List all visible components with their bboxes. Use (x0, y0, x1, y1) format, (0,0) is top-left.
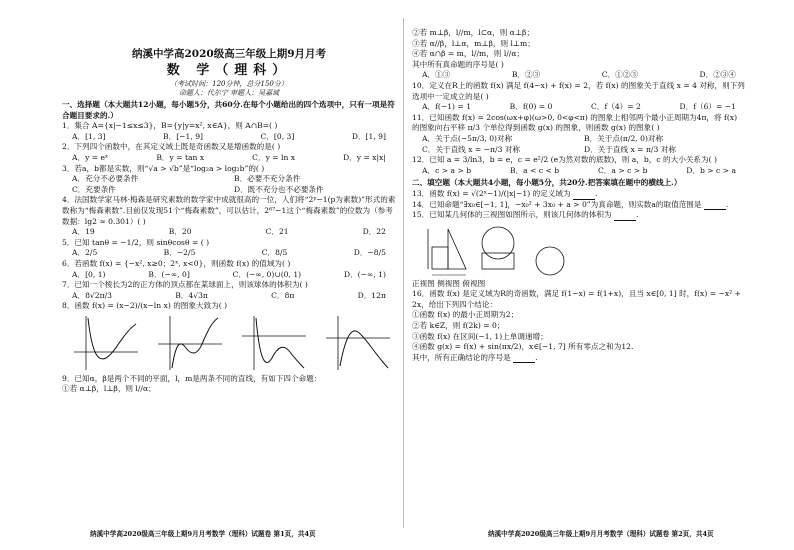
right-page (412, 28, 746, 363)
option: B．必要不充分条件 (234, 174, 301, 184)
question-10-options (412, 102, 746, 113)
question-6-options (62, 270, 396, 281)
three-view-figure (412, 221, 746, 279)
option: A．①③ (422, 70, 451, 80)
option: D．f（6）= −1 (679, 102, 736, 112)
question-16-statement-1: ①函数 f(x) 的最小正周期为2； (412, 310, 519, 320)
option: B．[−1, 9] (163, 131, 203, 141)
question-14: 14．已知命题“∃x₀∈[−1, 1]，−x₀² + 3x₀ + a > 0”为真命题，则实数a的取值范围是 . (412, 199, 729, 209)
option: A．关于点(−5π/3, 0)对称 (422, 133, 513, 143)
question-16: 其中，所有正确结论的序号是 . (412, 352, 538, 362)
footer-left: 纳溪中学高2020级高三年级上期9月月考数学（理科）试题卷 第1页，共4页 (90, 530, 316, 538)
question-9-options (412, 70, 746, 81)
answer-blank (704, 201, 726, 210)
option: C．[0, 3] (260, 131, 295, 141)
option: D．(−∞, 1) (344, 269, 386, 279)
question-9-statement-3: ③若 α//β，l⊥α，m⊥β，则 l⊥m； (412, 38, 535, 48)
graph-b (156, 314, 224, 372)
school-title: 纳溪中学高2020级高三年级上期9月月考 (131, 48, 327, 60)
question-11-options (412, 134, 746, 155)
option: C．8π (271, 290, 295, 300)
question-2-options (62, 153, 396, 164)
option: D．②③④ (699, 70, 736, 80)
page-divider (403, 18, 404, 528)
option: C．21 (265, 227, 289, 237)
front-view (426, 223, 470, 279)
option: B．4√3π (175, 290, 208, 300)
option: B．−2/5 (163, 248, 196, 258)
question-9-statement-1: ①若 α⊥β，l⊥β，则 l//α； (62, 384, 156, 394)
question-12: 12．已知 a = 3/ln3，b = e，c = e²/2 (e为然对数的底数)，则 a，b，c 的大小关系为( ) (412, 155, 717, 165)
option: D．既不充分也不必要条件 (234, 184, 324, 194)
question-9-statement-4: ④若 α∩β = m，l//m，则 l//α； (412, 49, 525, 59)
question-16-intro: 16．函数 f(x) 是定义域为R的奇函数，满足 f(1−x) = f(1+x)，且当 x∈[0, 1] 时，f(x) = −x² + 2x，给出下列四个结论： (412, 289, 741, 309)
option: C．8/5 (261, 248, 288, 258)
question-8: 8．函数 f(x) = (x−2)/(x−ln x) 的图象大致为( ) (62, 301, 228, 311)
section-fill-heading: 二、填空题（本大题共4小题，每小题5分，共20分.把答案填在题中的横线上.） (412, 178, 682, 188)
footer-right: 纳溪中学高2020级高三年级上期9月月考数学（理科）试题卷 第2页，共4页 (488, 530, 714, 538)
question-4: 4．法国数学家马林·梅森是研究素数的数学家中成就很高的一位，人们将“2ᵖ−1(p为素数)”形式的素数称为“梅森素数”.目前仅发现51个“梅森素数”，可以估计，2⁶⁷−1这个“梅森素数”的位数为（参考数据：lg2 ≈ 0.301）( ) (62, 195, 396, 226)
question-6: 6．若函数 f(x) = {−x², x≥0；2ˣ, x<0}，则函数 f(x) 的值域为( ) (62, 258, 291, 268)
option: B．a < c < b (509, 165, 560, 175)
answer-blank (573, 191, 595, 200)
question-16-statement-4: ④函数 g(x) = f(x) + sin(πx/2)，x∈[−1, 7] 所有零点之和为12. (412, 342, 634, 352)
option: A．2/5 (72, 248, 98, 258)
option: A．c > a > b (422, 165, 472, 175)
option: A．[1, 3] (72, 131, 106, 141)
option: C．①②③ (601, 70, 638, 80)
question-11: 11．已知函数 f(x) = 2cos(ωx+φ)(ω>0, 0<φ<π) 的图象上相邻两个最小正周期为4π，将 f(x) 的图象向右平移 π/3 个单位得到函数 g(x) 的图象，则函数 g(x) 的图象( ) (412, 112, 738, 133)
option: A．f(−1) = 1 (422, 102, 472, 112)
question-12-options (412, 166, 746, 177)
option: C．充要条件 (72, 184, 116, 194)
option: D．12π (357, 290, 386, 300)
question-5-options (62, 248, 396, 259)
graph-d (324, 314, 392, 372)
option: C．y = ln x (252, 152, 296, 162)
question-7-options (62, 291, 396, 302)
graph-a (72, 314, 140, 372)
option: A．y = eˣ (72, 152, 109, 162)
question-13: 13．函数 f(x) = √(2ˣ−1)/(|x|−1) 的定义域为 . (412, 188, 598, 198)
question-16-prompt: 其中，所有正确结论的序号是 (412, 352, 511, 362)
option: D．−8/5 (353, 248, 386, 258)
option: A．充分不必要条件 (72, 174, 139, 184)
three-view-labels: 正视图 侧视图 俯视图 (412, 278, 486, 288)
option: B．关于点(π/2, 0)对称 (584, 133, 664, 143)
option: D．关于直线 x = π/3 对称 (584, 144, 676, 154)
question-9-statement-2: ②若 m⊥β，l//m，l⊂α，则 α⊥β； (412, 28, 535, 37)
option: B．②③ (511, 70, 541, 80)
question-5: 5．已知 tanθ = −1/2，则 sinθcosθ = ( ) (62, 237, 210, 247)
option: C．a > c > b (598, 165, 648, 175)
option: B．20 (168, 227, 192, 237)
question-8-graphs (62, 312, 396, 374)
question-10: 10．定义在R上的函数 f(x) 满足 f(4−x) + f(x) = 2，若 f(x) 的图象关于直线 x = 4 对称，则下列选项中一定成立的是( ) (412, 80, 745, 101)
option: D．b > c > a (686, 165, 736, 175)
option: A．19 (72, 227, 95, 237)
top-view (530, 223, 570, 279)
answer-blank (513, 354, 535, 363)
option: C．f（4）= 2 (591, 102, 641, 112)
question-1: 1．集合 A={x|−1≤x≤3}，B={y|y=x², x∈A}，则 A∩B=( ) (62, 121, 278, 131)
option: B．y = tan x (156, 152, 205, 162)
option: B．(−∞, 0] (148, 269, 190, 279)
question-9-prompt: 其中所有真命题的序号是( ) (412, 59, 504, 69)
question-15: 15．已知某几何体的三视图如图所示，则该几何体的体积为 . (412, 210, 639, 220)
exam-info: （考试时间：120分钟，总分150分） (170, 80, 288, 88)
option: A．8√2π/3 (72, 290, 112, 300)
option: C．关于直线 x = −π/3 对称 (422, 144, 521, 154)
option: D．[1, 9] (351, 131, 386, 141)
question-4-options (62, 227, 396, 238)
question-16-statement-3: ③函数 f(x) 在区间(−1, 1)上单调递增； (412, 331, 548, 341)
question-14-text: 14．已知命题“∃x₀∈[−1, 1]，−x₀² + 3x₀ + a > 0”为真命题，则实数a的取值范围是 (412, 199, 702, 209)
question-3: 3．若a，b都是实数，则“√a > √b”是“log₂a > log₂b”的( ) (62, 163, 265, 173)
option: D．y = x|x| (343, 152, 386, 162)
question-16-statement-2: ②若 k∈Z，则 f(2k) = 0； (412, 321, 505, 331)
subject-title: 数 学（理科） (166, 63, 292, 78)
graph-c (240, 314, 308, 372)
option: D．22 (362, 227, 386, 237)
side-view (478, 223, 522, 279)
question-13-text: 13．函数 f(x) = √(2ˣ−1)/(|x|−1) 的定义域为 (412, 188, 571, 198)
exam-authors: 命题人：代尔宁 审题人：吴嘉诚 (178, 89, 280, 97)
answer-blank (614, 212, 636, 221)
question-7: 7．已知一个棱长为2的正方体的顶点都在某球面上，则该球体的体积为( ) (62, 280, 308, 290)
option: A．[0, 1) (72, 269, 106, 279)
left-page (62, 28, 396, 395)
question-1-options (62, 132, 396, 143)
option: B．f(0) = 0 (509, 102, 553, 112)
question-2: 2．下列四个函数中，在其定义域上既是奇函数又是增函数的是( ) (62, 142, 281, 152)
section-choice-heading: 一、选择题（本大题共12小题，每小题5分，共60分.在每个小题给出的四个选项中，只有一项是符合题目要求的.） (62, 100, 395, 120)
question-3-options (62, 174, 396, 195)
question-15-text: 15．已知某几何体的三视图如图所示，则该几何体的体积为 (412, 210, 612, 220)
question-9-intro: 9．已知α，β是两个不同的平面，l，m是两条不同的直线，有如下四个命题： (62, 373, 322, 383)
option: C．(−∞, 0)∪(0, 1) (232, 269, 302, 279)
